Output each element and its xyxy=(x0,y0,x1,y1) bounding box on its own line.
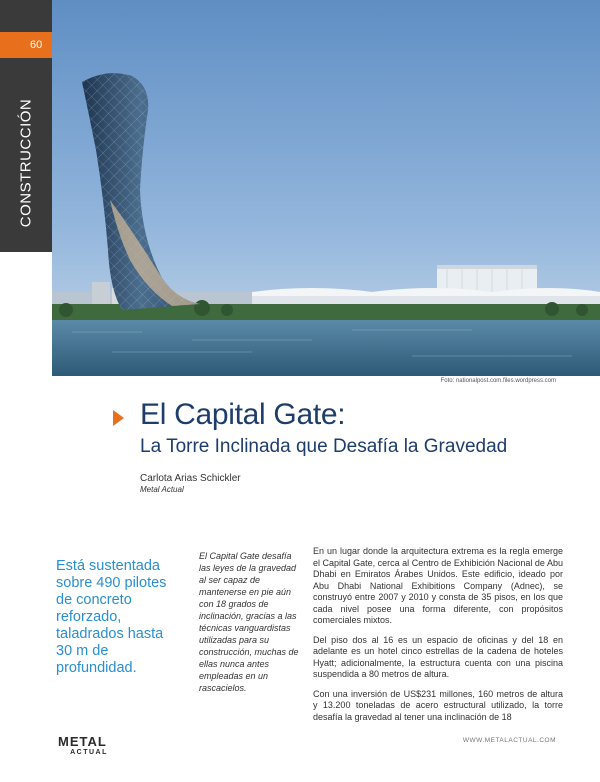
body-paragraph: En un lugar donde la arquitectura extrema es la regla emerge el Capital Gate, cerca al Centro de Exhibición Nacional de Abu Dhabi en Emiratos Árabes Unidos. Este edificio, ideado por Abu Dhabi National Exhibitions Company (Adnec), se construyó entre 2007 y 2010 y consta de 35 pisos, en los que cada nivel posee una forma diferente, con propósitos comerciales mixtos. xyxy=(313,546,563,625)
site-url: WWW.METALACTUAL.COM xyxy=(462,737,556,744)
logo-top-text: METAL xyxy=(58,734,107,749)
page-number: 60 xyxy=(0,32,52,58)
photo-credit: Foto: nationalpost.com.files.wordpress.com xyxy=(440,378,556,384)
metal-actual-logo xyxy=(58,735,120,757)
article-affiliation: Metal Actual xyxy=(140,485,184,494)
article-title: El Capital Gate: xyxy=(140,398,346,431)
article-body xyxy=(313,546,563,731)
title-arrow-icon xyxy=(113,410,124,426)
article-author: Carlota Arias Schickler xyxy=(140,473,241,484)
section-label-text: CONSTRUCCIÓN xyxy=(17,98,35,228)
body-paragraph: Con una inversión de US$231 millones, 160 metros de altura y 13.200 toneladas de acero estructural utilizado, la torre desafía la gravedad al tener una inclinación de 18 xyxy=(313,688,563,722)
capital-gate-photo xyxy=(52,0,600,376)
article-subtitle: La Torre Inclinada que Desafía la Gravedad xyxy=(140,436,508,457)
pull-quote: Está sustentada sobre 490 pilotes de concreto reforzado, taladrados hasta 30 m de profundidad. xyxy=(56,558,167,676)
body-paragraph: Del piso dos al 16 es un espacio de oficinas y del 18 en adelante es un hotel cinco estrellas de la cadena de hoteles Hyatt; adicionalmente, la estructura cuenta con una piscina suspendida a 80 metros de altura. xyxy=(313,634,563,679)
section-label xyxy=(4,88,48,238)
side-note: El Capital Gate desafía las leyes de la gravedad al ser capaz de mantenerse en pie aún con 18 grados de inclinación, gracias a las técnicas vanguardistas utilizadas para su construcción, muchas de ellas nunca antes empleadas en un rascacielos. xyxy=(199,551,299,693)
logo-bottom-text: ACTUAL xyxy=(70,749,108,756)
